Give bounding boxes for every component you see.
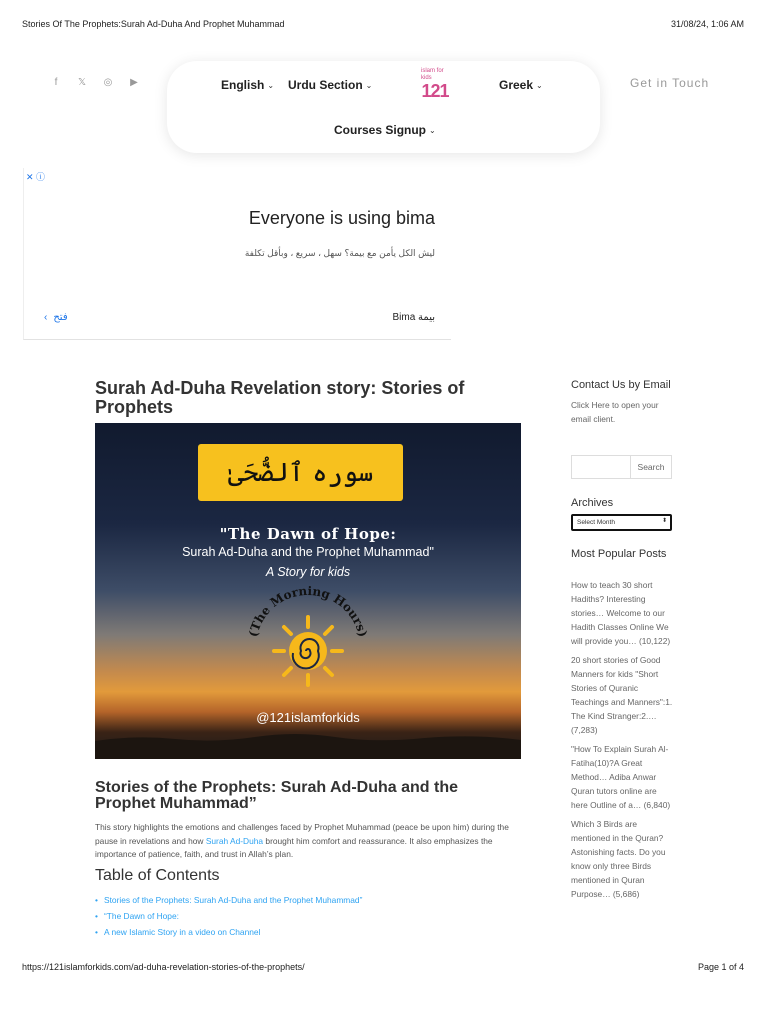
logo-tagline: islam for kids [421,68,444,81]
intro-text-end: brought him comfort and reassurance. It also emphasizes the importance of patience, faith, and trust in Allah’s plan. [95,835,493,859]
ad-subtitle: ليش الكل يأمن مع بيمة؟ سهل ، سريع ، وبأقل تكلفة [244,248,435,258]
image-handle: @121islamforkids [256,710,360,725]
surah-ad-duha-link[interactable]: Surah Ad-Duha [205,835,264,846]
chevron-down-icon: ⌄ [536,80,543,90]
toc-item[interactable]: • A new Islamic Story in a video on Channel [104,924,362,940]
table-of-contents [104,892,362,940]
ad-title: Everyone is using bima [248,208,435,228]
advertisement[interactable] [23,168,451,340]
chevron-down-icon: ⌄ [429,125,436,135]
nav-english[interactable] [221,78,274,92]
toc-item[interactable]: • Stories of the Prophets: Surah Ad-Duha and the Prophet Muhammad” [104,892,362,908]
contact-email-link[interactable]: Click Here to open your email client. [571,400,659,424]
nav-urdu-section[interactable] [288,78,372,92]
get-in-touch-link[interactable]: Get in Touch [630,76,710,90]
image-tagline: A Story for kids [265,565,351,579]
ad-brand: Bima بيمة [392,312,435,323]
x-icon[interactable]: 𝕏 [77,76,87,88]
featured-image [95,423,521,759]
nav-urdu-label: Urdu Section [288,78,363,92]
social-links [50,76,140,88]
intro-paragraph [95,821,521,862]
popular-post[interactable]: 20 short stories of Good Manners for kids "Short Stories of Quranic Teachings and Manners":1. The Kind Stranger:2.… (7,283) [571,655,673,735]
image-arabic-banner: سوره ٱلضُّحَىٰ [198,444,403,501]
intro-text-start: This story highlights the emotions and challenges faced by Prophet Muhammad (peace be upon him) during the pause in revelations and how [95,822,509,846]
nav-greek-label: Greek [499,78,534,92]
archives-selected: Select Month [577,519,615,526]
chevron-updown-icon: ⬍ [661,518,667,524]
section-heading-bold: Surah Ad-Duha and the Prophet Muhammad” [95,779,458,812]
archives-dropdown[interactable] [571,514,672,531]
instagram-icon[interactable]: ◎ [103,76,113,88]
toc-item[interactable]: • “The Dawn of Hope: [104,908,362,924]
print-header [22,19,744,29]
popular-post[interactable]: Which 3 Birds are mentioned in the Quran? Astonishing facts. Do you know only three Birds mentioned in Quran Purpose… (5,686) [571,819,666,899]
ad-close-info-icon[interactable]: ✕ ⓘ [26,172,46,182]
logo-number: 121 [421,81,449,101]
sidebar-search [571,455,672,479]
hills-silhouette [95,719,521,759]
section-heading-plain: Stories of the Prophets: [95,779,281,796]
nav-courses-signup[interactable] [334,123,436,137]
sun-icon [238,585,378,695]
print-url: https://121islamforkids.com/ad-duha-revelation-stories-of-the-prophets/ [22,962,305,972]
section-heading [95,780,521,812]
youtube-icon[interactable]: ▶ [130,76,138,88]
toc-heading: Table of Contents [95,867,220,884]
search-input[interactable] [572,456,630,478]
ad-open-button[interactable] [44,312,68,323]
chevron-down-icon: ⌄ [365,80,373,90]
print-datetime: 31/08/24, 1:06 AM [670,19,744,29]
nav-greek[interactable] [499,78,543,92]
facebook-icon[interactable]: f [54,76,58,88]
print-title: Stories Of The Prophets:Surah Ad-Duha And Prophet Muhammad [22,19,285,29]
print-page: Page 1 of 4 [697,962,744,972]
popular-heading: Most Popular Posts [571,548,667,560]
main-navigation [167,61,600,153]
ad-open-label: فتح [53,312,68,323]
popular-post[interactable]: "How To Explain Surah Al-Fatiha(10)?A Great Method… Adiba Anwar Quran tutors online are here Outline of a… (6,840) [571,744,671,810]
archives-heading: Archives [571,497,614,509]
nav-courses-label: Courses Signup [334,123,427,137]
image-headline: "The Dawn of Hope: [219,525,397,543]
chevron-left-icon: ‹ [44,312,48,323]
sidebar-contact [571,380,675,426]
image-subheadline: Surah Ad-Duha and the Prophet Muhammad" [182,545,434,559]
site-logo[interactable] [421,68,449,101]
post-title: Surah Ad-Duha Revelation story: Stories of Prophets [95,378,465,417]
popular-posts [571,578,674,906]
chevron-down-icon: ⌄ [267,80,275,90]
popular-post[interactable]: How to teach 30 short Hadiths? Interesting stories… Welcome to our Hadith Classes Online We will provide you… (10,122) [571,580,671,646]
contact-heading: Contact Us by Email [571,379,671,391]
nav-english-label: English [221,78,265,92]
image-arc-text: (The Morning Hours) [246,585,370,639]
search-button[interactable]: Search [630,456,671,478]
print-footer [22,962,744,972]
